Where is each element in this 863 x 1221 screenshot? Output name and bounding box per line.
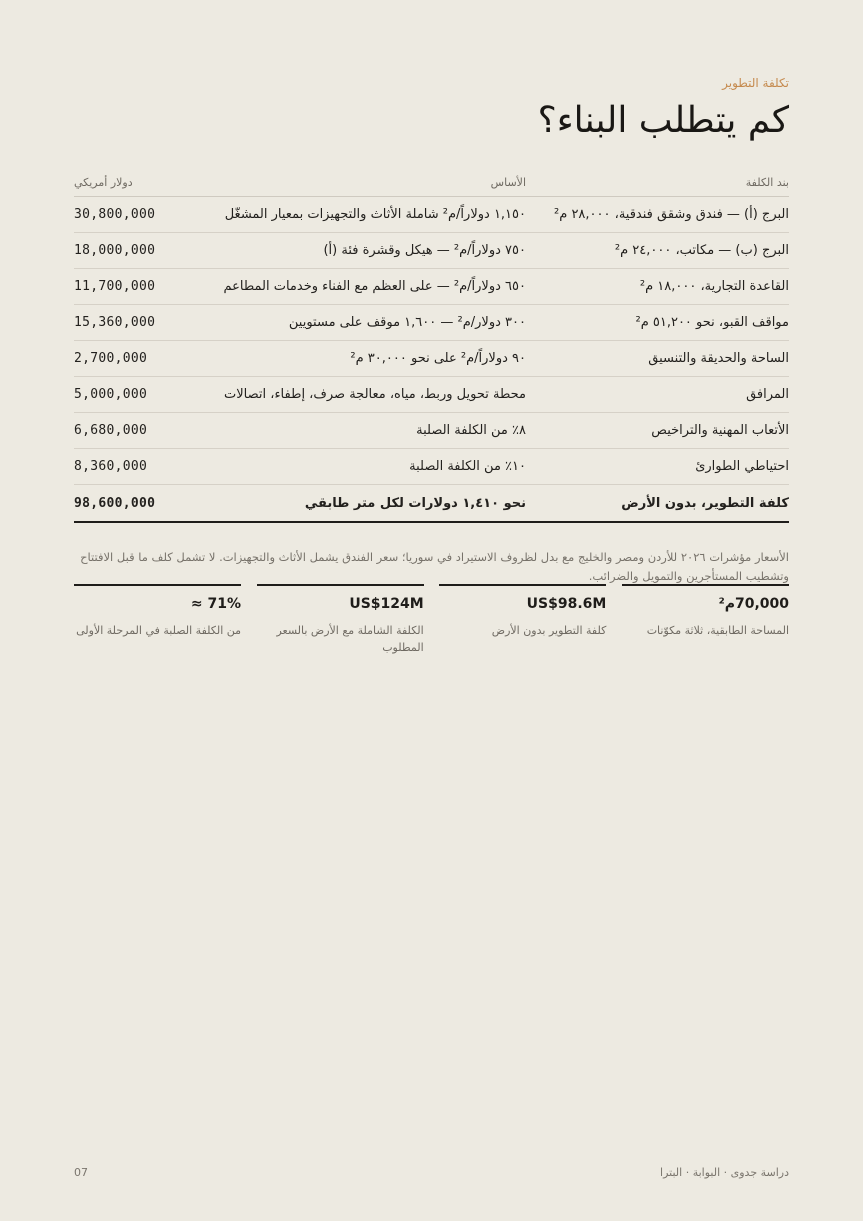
stat-label: من الكلفة الصلبة في المرحلة الأولى (76, 624, 242, 637)
cost-item: الساحة والحديقة والتنسيق (526, 341, 789, 377)
stat-card (74, 584, 241, 656)
cost-item: مواقف القبو، نحو ٥١,٢٠٠ م² (526, 305, 789, 341)
stat-value: 70,000م² (718, 596, 789, 612)
column-header-basis: الأساس (214, 168, 526, 197)
cost-item: المرافق (526, 377, 789, 413)
cost-item: القاعدة التجارية، ١٨,٠٠٠ م² (526, 269, 789, 305)
cost-basis: ٨٪ من الكلفة الصلبة (214, 413, 526, 449)
cost-amount: 5,000,000 (74, 377, 214, 413)
cost-amount: 15,360,000 (74, 305, 214, 341)
cost-amount: 18,000,000 (74, 233, 214, 269)
cost-basis: ١٠٪ من الكلفة الصلبة (214, 449, 526, 485)
cost-basis: ٩٠ دولاراً/م² على نحو ٣٠,٠٠٠ م² (214, 341, 526, 377)
cost-item: البرج (أ) — فندق وشقق فندقية، ٢٨,٠٠٠ م² (526, 197, 789, 233)
stat-card (622, 584, 789, 656)
cost-item: الأتعاب المهنية والتراخيص (526, 413, 789, 449)
stat-card (257, 584, 424, 656)
page-title: كم يتطلب البناء؟ (537, 100, 789, 141)
cost-amount: 2,700,000 (74, 341, 214, 377)
table-row (74, 413, 789, 449)
cost-item: البرج (ب) — مكاتب، ٢٤,٠٠٠ م² (526, 233, 789, 269)
total-row (74, 485, 789, 523)
cost-basis: محطة تحويل وربط، مياه، معالجة صرف، إطفاء، اتصالات (214, 377, 526, 413)
cost-basis: ٣٠٠ دولار/م² — ١,٦٠٠ موقف على مستويين (214, 305, 526, 341)
stat-label: الكلفة الشاملة مع الأرض بالسعر المطلوب (276, 624, 424, 654)
column-header-item: بند الكلفة (526, 168, 789, 197)
total-amount: 98,600,000 (74, 485, 214, 523)
cost-amount: 6,680,000 (74, 413, 214, 449)
total-item: كلفة التطوير، بدون الأرض (526, 485, 789, 523)
page (74, 0, 789, 1221)
cost-table (74, 168, 789, 523)
stat-value: ≈ 71% (190, 596, 242, 612)
table-header-row (74, 168, 789, 197)
cost-item: احتياطي الطوارئ (526, 449, 789, 485)
section-eyebrow: تكلفة التطوير (722, 76, 789, 90)
table-row (74, 233, 789, 269)
table-row (74, 377, 789, 413)
stat-value: US$124M (349, 596, 424, 612)
stat-value: US$98.6M (526, 596, 607, 612)
stat-label: كلفة التطوير بدون الأرض (491, 624, 607, 637)
cost-basis: ١,١٥٠ دولاراً/م² شاملة الأثاث والتجهيزات بمعيار المشغّل (214, 197, 526, 233)
table-row (74, 269, 789, 305)
table-row (74, 305, 789, 341)
total-basis: نحو ١,٤١٠ دولارات لكل متر طابقي (214, 485, 526, 523)
stat-card (439, 584, 606, 656)
footer-document-title: دراسة جدوى · البوابة · البترا (660, 1166, 789, 1179)
key-figures (74, 584, 789, 656)
cost-amount: 30,800,000 (74, 197, 214, 233)
cost-basis: ٦٥٠ دولاراً/م² — على العظم مع الفناء وخدمات المطاعم (214, 269, 526, 305)
table-row (74, 197, 789, 233)
table-row (74, 341, 789, 377)
cost-amount: 8,360,000 (74, 449, 214, 485)
column-header-amount: دولار أمريكي (74, 168, 214, 197)
table-row (74, 449, 789, 485)
footnote: الأسعار مؤشرات ٢٠٢٦ للأردن ومصر والخليج مع بدل لظروف الاستيراد في سوريا؛ سعر الفندق يشمل الأثاث والتجهيزات. لا تشمل كلف ما قبل الافتتاح وتشطيب المستأجرين والتمويل والضرائب. (80, 549, 789, 583)
cost-amount: 11,700,000 (74, 269, 214, 305)
page-number: 07 (74, 1166, 88, 1179)
stat-label: المساحة الطابقية، ثلاثة مكوّنات (646, 624, 789, 637)
cost-basis: ٧٥٠ دولاراً/م² — هيكل وقشرة فئة (أ) (214, 233, 526, 269)
